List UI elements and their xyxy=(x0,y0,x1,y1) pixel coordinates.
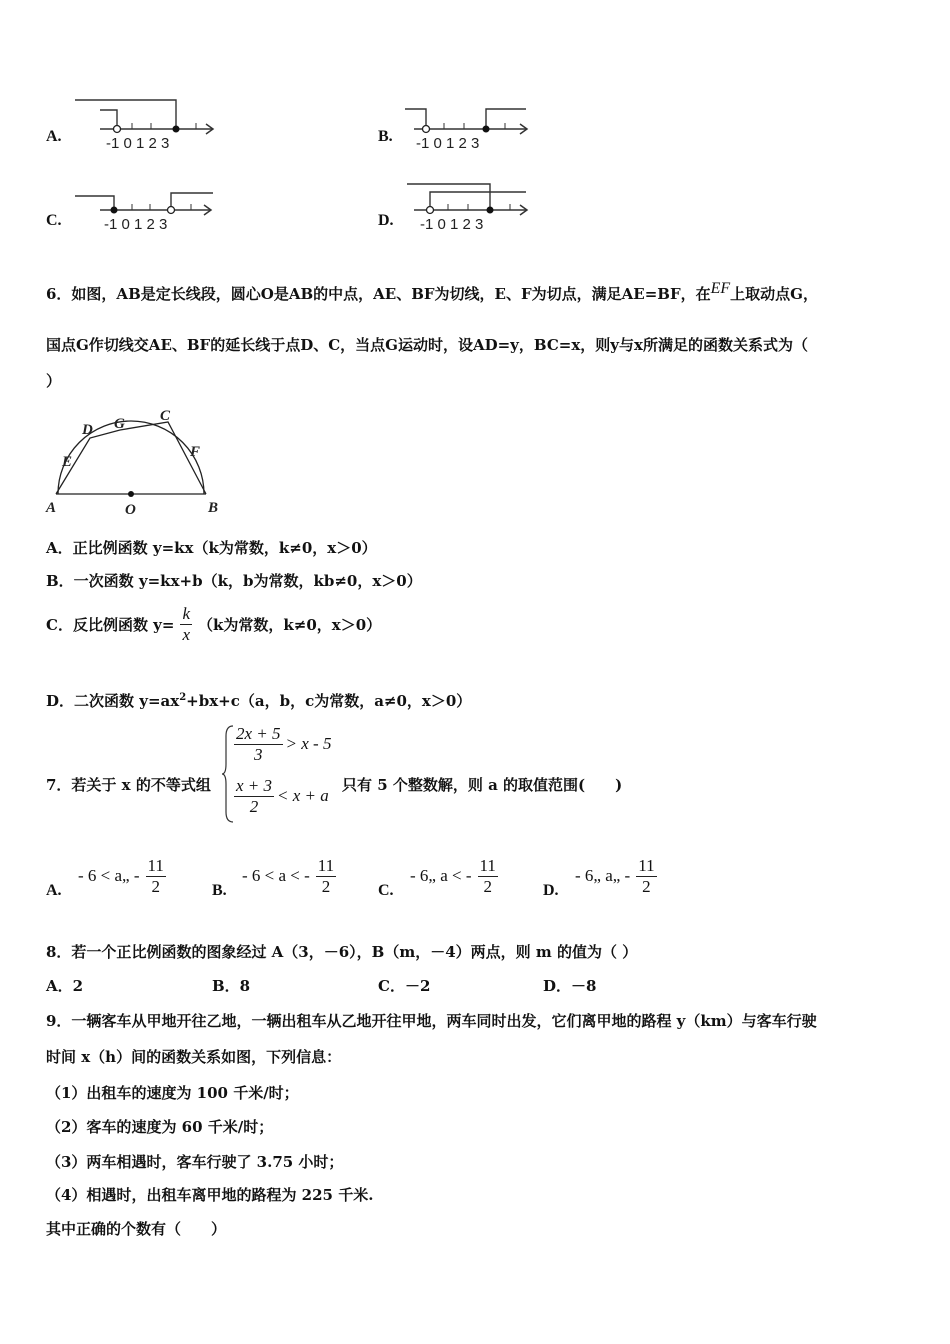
q8-option-c[interactable]: C．－2 xyxy=(378,977,431,995)
q6-stem-line-1: 6．如图，AB是定长线段，圆心O是AB的中点，AE、BF为切线，E、F为切点，满足AE=BF，在EF上取动点G， xyxy=(46,280,818,303)
q7-option-d-label[interactable]: D. xyxy=(543,882,559,899)
q9-item-4: （4）相遇时，出租车离甲地的路程为 225 千米. xyxy=(46,1186,374,1204)
q9-question: 其中正确的个数有（ ） xyxy=(46,1220,227,1238)
q9-stem-line-1: 9．一辆客车从甲地开往乙地，一辆出租车从乙地开往甲地，两车同时出发，它们离甲地的路程 y（km）与客车行驶 xyxy=(46,1012,817,1030)
q6-label-d: D xyxy=(82,422,93,438)
q8-option-b[interactable]: B．8 xyxy=(212,977,251,995)
q9-item-2: （2）客车的速度为 60 千米/时； xyxy=(46,1118,274,1136)
q6-label-o: O xyxy=(125,502,136,518)
q7-inequality-1: $\frac{2x + 5}{3}$ > x - 5 xyxy=(236,724,332,764)
q5-option-a-number-line xyxy=(70,96,220,154)
q7-option-d-expr[interactable]: - 6„ a„ - $\frac{11}{2}$ xyxy=(575,856,655,896)
q6-label-g: G xyxy=(114,416,125,432)
q5-option-d-number-line xyxy=(402,176,552,236)
q6-option-d[interactable]: D．二次函数 $y=ax^2+bx+c(a$，b，c为常数，a≠0，x＞0） xyxy=(46,692,472,710)
q7-option-b-expr[interactable]: - 6 < a < - $\frac{11}{2}$ xyxy=(242,856,335,896)
q9-item-3: （3）两车相遇时，客车行驶了 3.75 小时； xyxy=(46,1153,344,1171)
q7-inequality-2: $\frac{x + 3}{2}$ < x + a xyxy=(236,776,329,816)
q7-option-a-expr[interactable]: - 6 < a„ - $\frac{11}{2}$ xyxy=(78,856,164,896)
q5-option-a-label[interactable]: A. xyxy=(46,128,62,145)
q6-option-b[interactable]: B．一次函数 y=kx+b（k，b为常数，kb≠0，x＞0） xyxy=(46,572,422,590)
q7-stem-pre: 7．若关于 x 的不等式组 xyxy=(46,776,211,794)
q5-option-b-label[interactable]: B. xyxy=(378,128,393,145)
q7-option-c-expr[interactable]: - 6„ a < - $\frac{11}{2}$ xyxy=(410,856,496,896)
q5-option-c-label[interactable]: C. xyxy=(46,212,62,229)
q6-option-a[interactable]: A．正比例函数 y=kx（k为常数，k≠0，x＞0） xyxy=(46,539,377,557)
q5-option-d-ticks: -1 0 1 2 3 xyxy=(420,216,484,233)
q5-option-a-ticks: -1 0 1 2 3 xyxy=(106,135,170,152)
q6-figure-semicircle xyxy=(40,402,230,520)
q6-stem-line-3: ） xyxy=(46,372,62,390)
q6-label-a: A xyxy=(46,500,57,516)
q6-label-c: C xyxy=(160,408,171,424)
q8-option-a[interactable]: A．2 xyxy=(46,977,84,995)
q5-option-b-ticks: -1 0 1 2 3 xyxy=(416,135,480,152)
q5-option-c-ticks: -1 0 1 2 3 xyxy=(104,216,168,233)
q6-arc-ef: EF xyxy=(710,280,731,297)
q7-option-a-label[interactable]: A. xyxy=(46,882,62,899)
q7-option-c-label[interactable]: C. xyxy=(378,882,394,899)
q9-item-1: （1）出租车的速度为 100 千米/时； xyxy=(46,1084,299,1102)
q6-option-c[interactable]: C．反比例函数 y= $\frac{k}{x}$ （k为常数，k≠0，x＞0） xyxy=(46,604,382,644)
q5-option-d-label[interactable]: D. xyxy=(378,212,394,229)
q8-stem: 8．若一个正比例函数的图象经过 A（3，－6），B（m，－4）两点，则 m 的值为（ ） xyxy=(46,943,638,961)
q9-stem-line-2: 时间 x（h）间的函数关系如图，下列信息： xyxy=(46,1048,342,1066)
q6-label-e: E xyxy=(62,454,73,470)
q6-label-f: F xyxy=(190,444,201,460)
q7-option-b-label[interactable]: B. xyxy=(212,882,227,899)
q6-option-c-fraction: $\frac{k}{x}$ xyxy=(182,604,190,644)
q6-label-b: B xyxy=(208,500,219,516)
q5-option-b-number-line xyxy=(402,96,552,154)
q6-stem-line-2: 国点G作切线交AE、BF的延长线于点D、C，当点G运动时，设AD=y，BC=x，则y与x所满足的函数关系式为（ xyxy=(46,336,808,354)
q5-option-c-number-line xyxy=(70,180,220,238)
q7-stem-post: 只有 5 个整数解，则 a 的取值范围( ) xyxy=(342,776,623,794)
q8-option-d[interactable]: D．－8 xyxy=(543,977,597,995)
